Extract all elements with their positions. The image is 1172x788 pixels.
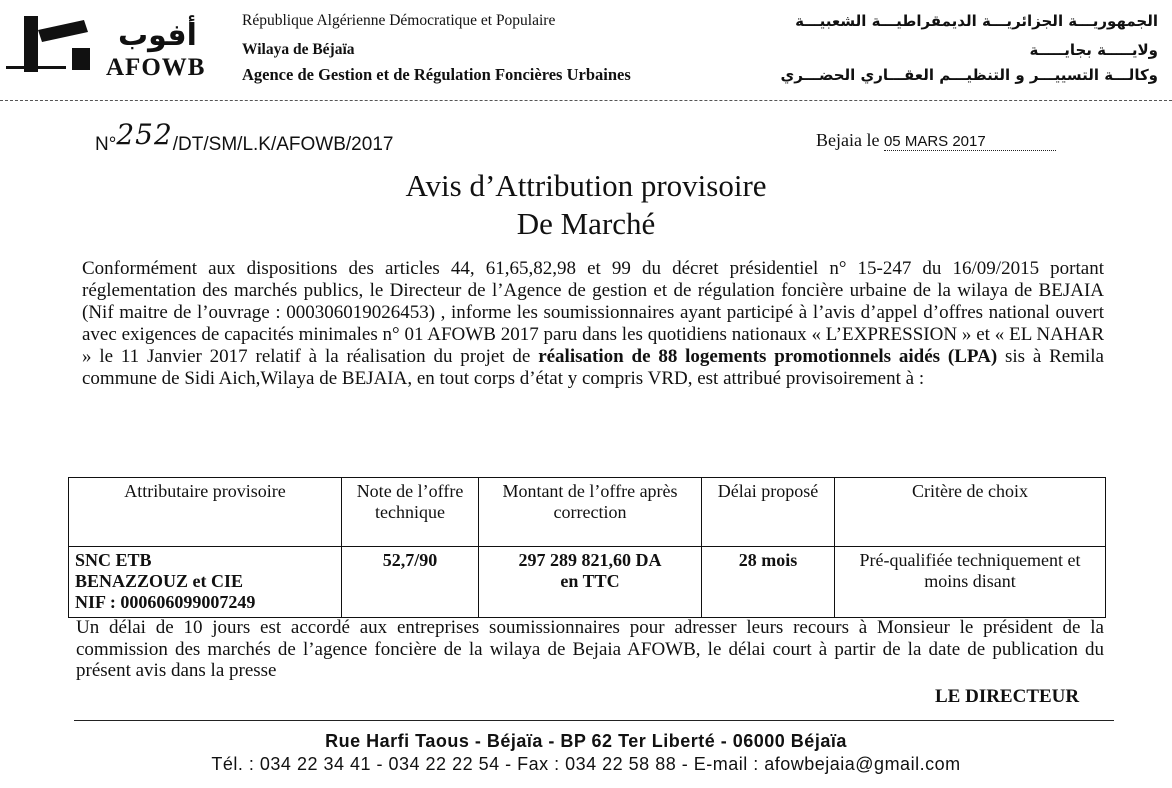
attributaire-line-2: BENAZZOUZ et CIE xyxy=(75,571,244,591)
body-text-start: Conformément aux dispositions des articles 44, 61,65,82,98 et 99 du décret présidentiel n° 15-247 du 16/09/2015 portant réglementation des marchés publics, le Directeur de l’Agence de gestion et de régulation foncière urbaine de la wilaya de BEJAIA (Nif maitre de l’ouvrage : 000306019026453) , informe les soumissionnaires ayant participé à l’avis d’appel d’offres national ouvert avec exigences de capacités minimales n° 01 AFOWB 2017 paru dans les quotidiens nationaux « L’EXPRESSION » et « EL NAHAR » le 11 Janvier 2017 relatif à la réalisation du projet de xyxy=(82,258,1104,367)
col-critere: Critère de choix xyxy=(835,478,1106,547)
attributaire-nif: NIF : 000606099007249 xyxy=(75,592,256,612)
header-republic-arabic: الجمهوريـــة الجزائريـــة الديمقراطيـــة الشعبيـــة xyxy=(795,12,1158,30)
afowb-logo xyxy=(6,8,231,86)
table-row xyxy=(69,547,1106,618)
letterhead xyxy=(0,0,1172,100)
document-date xyxy=(816,130,1056,151)
col-delai: Délai proposé xyxy=(702,478,835,547)
header-wilaya-arabic: ولايـــــة بجايـــــة xyxy=(1029,41,1158,59)
body-paragraph xyxy=(82,258,1104,389)
header-divider xyxy=(0,100,1172,101)
header-agency: Agence de Gestion et de Régulation Foncières Urbaines xyxy=(242,65,631,84)
cell-delai: 28 mois xyxy=(702,547,835,618)
appeal-notice: Un délai de 10 jours est accordé aux entreprises soumissionnaires pour adresser leurs recours à Monsieur le président de la commission des marchés de l’agence foncière de la wilaya de Bejaia AFOWB, le délai court à partir de la date de publication du présent avis dans la presse xyxy=(76,617,1104,681)
reference-number xyxy=(95,118,394,157)
date-stamp: 05 MARS 2017 xyxy=(884,133,1056,151)
reference-prefix: N° xyxy=(95,134,117,155)
footer-contact: Tél. : 034 22 34 41 - 034 22 22 54 - Fax : 034 22 58 88 - E-mail : afowbejaia@gmail.com xyxy=(211,754,961,774)
reference-code: /DT/SM/L.K/AFOWB/2017 xyxy=(172,134,394,155)
logo-latin-text: AFOWB xyxy=(106,54,206,81)
reference-handwritten-number: 252 xyxy=(116,118,173,151)
footer-divider xyxy=(74,720,1114,721)
col-attributaire: Attributaire provisoire xyxy=(69,478,342,547)
col-montant: Montant de l’offre après correction xyxy=(479,478,702,547)
header-wilaya: Wilaya de Béjaïa xyxy=(242,41,355,58)
footer-address: Rue Harfi Taous - Béjaïa - BP 62 Ter Liberté - 06000 Béjaïa xyxy=(325,731,847,751)
document-subtitle: De Marché xyxy=(516,206,656,241)
afowb-logo-mark xyxy=(6,8,106,80)
montant-ttc: en TTC xyxy=(560,571,620,591)
col-note: Note de l’offre technique xyxy=(342,478,479,547)
body-text-end: sis à Remila commune de Sidi Aich,Wilaya de BEJAIA, en tout corps d’état y compris VRD, est attribué provisoirement à : xyxy=(82,345,1104,389)
cell-montant xyxy=(479,547,702,618)
document-title: Avis d’Attribution provisoire xyxy=(405,168,767,203)
header-agency-arabic: وكالـــة التسييـــر و التنظيـــم العقـــاري الحضـــري xyxy=(780,66,1158,84)
signature: LE DIRECTEUR xyxy=(935,686,1080,707)
cell-note: 52,7/90 xyxy=(342,547,479,618)
header-republic: République Algérienne Démocratique et Populaire xyxy=(242,12,556,29)
project-name: réalisation de 88 logements promotionnels aidés (LPA) xyxy=(538,345,998,367)
cell-critere: Pré-qualifiée techniquement et moins disant xyxy=(835,547,1106,618)
table-header-row xyxy=(69,478,1106,547)
attribution-table xyxy=(68,477,1106,618)
date-label: Bejaia le xyxy=(816,130,880,150)
attributaire-line-1: SNC ETB xyxy=(75,550,152,570)
logo-arabic-text: أفوب xyxy=(118,18,197,53)
cell-attributaire xyxy=(69,547,342,618)
montant-value: 297 289 821,60 DA xyxy=(518,550,662,570)
